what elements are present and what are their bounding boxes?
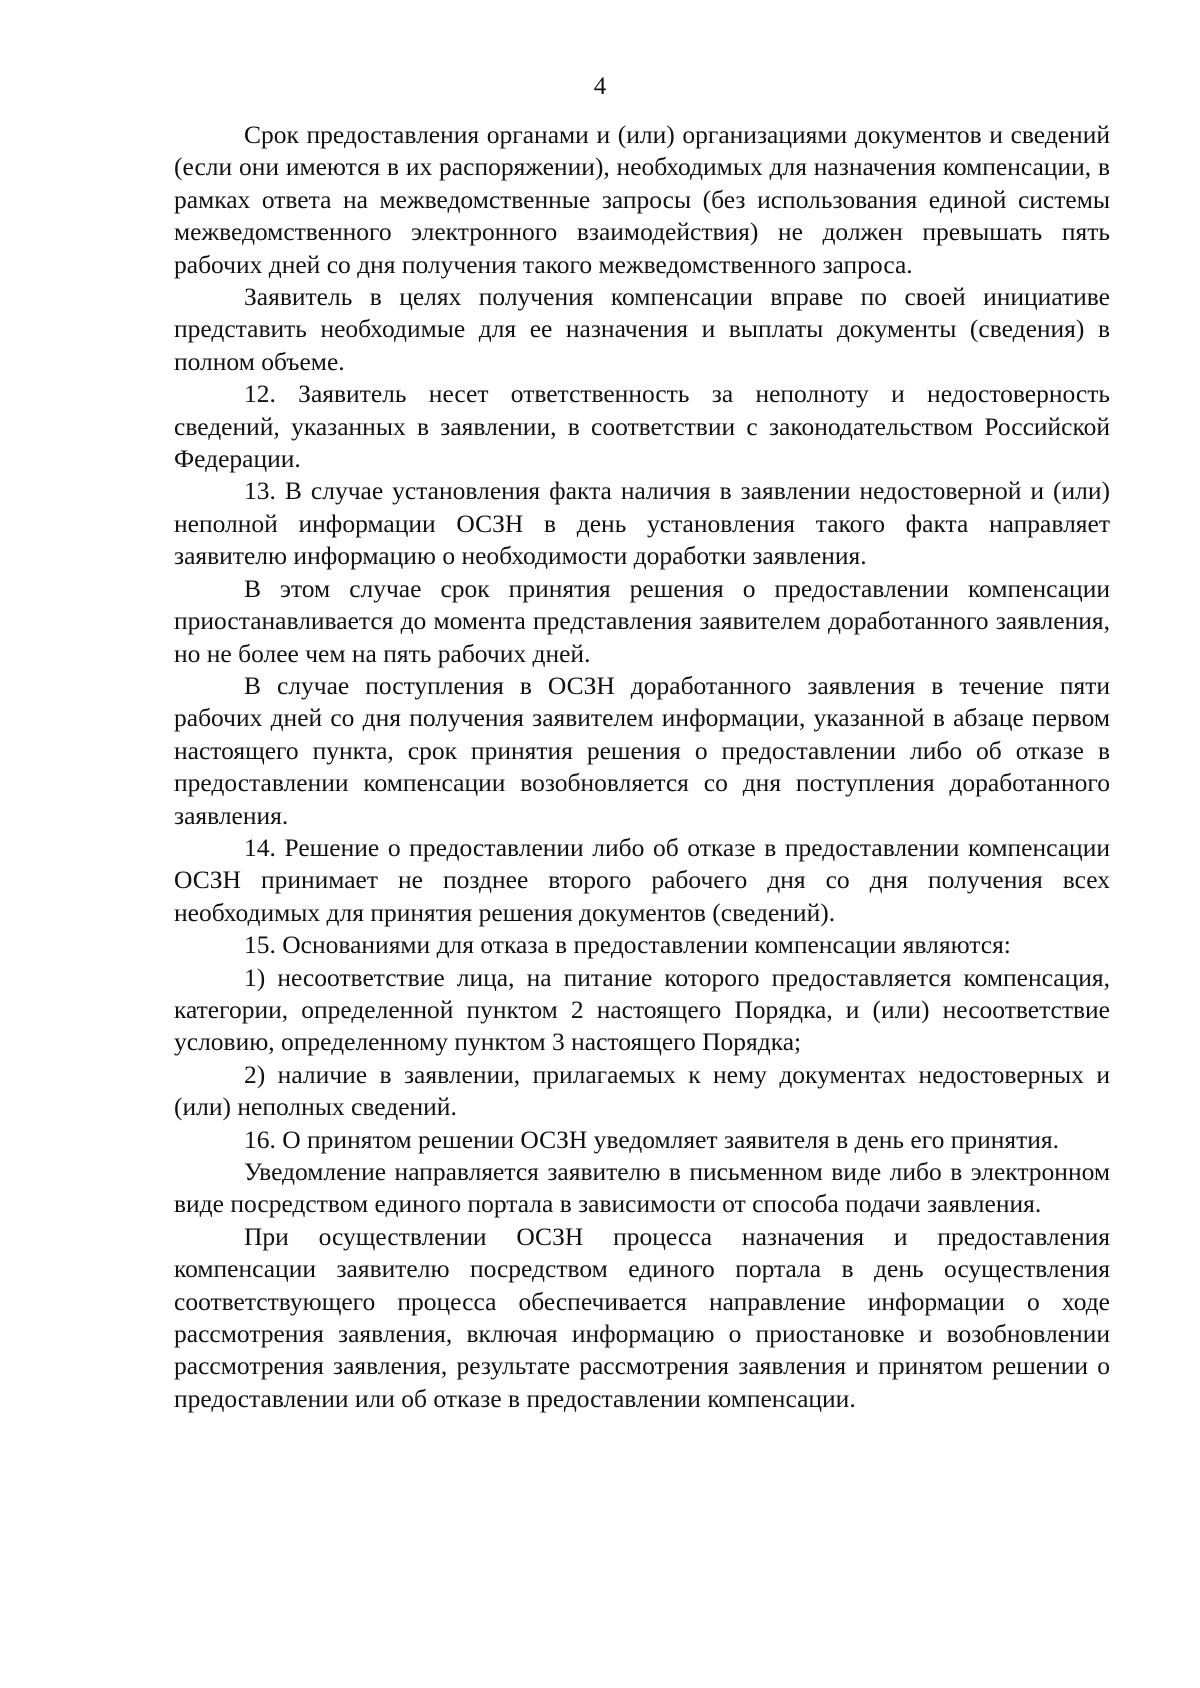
page-number: 4 — [593, 73, 607, 100]
paragraph-item-13: 13. В случае установления факта наличия в заявлении недостоверной и (или) неполной информации ОСЗН в день установления такого факта направляет заявителю информацию о необходимости доработки заявления. — [174, 476, 1110, 571]
document-body — [174, 119, 1110, 1415]
paragraph-item-15-sub-2: 2) наличие в заявлении, прилагаемых к нему документах недостоверных и (или) неполных сведений. — [174, 1059, 1110, 1122]
paragraph-item-13-resumption: В случае поступления в ОСЗН доработанного заявления в течение пяти рабочих дней со дня получения заявителем информации, указанной в абзаце первом настоящего пункта, срок принятия решения о предоставлении либо об отказе в предоставлении компенсации возобновляется со дня поступления доработанного заявления. — [174, 670, 1110, 830]
paragraph-item-12: 12. Заявитель несет ответственность за неполноту и недостоверность сведений, указанных в заявлении, в соответствии с законодательством Российской Федерации. — [174, 379, 1110, 474]
paragraph-item-14: 14. Решение о предоставлении либо об отказе в предоставлении компенсации ОСЗН принимает не позднее второго рабочего дня со дня получения всех необходимых для принятия решения документов (сведений). — [174, 832, 1110, 927]
paragraph-applicant-own-initiative: Заявитель в целях получения компенсации вправе по своей инициативе представить необходимые для ее назначения и выплаты документы (сведения) в полном объеме. — [174, 282, 1110, 376]
paragraph-item-15-sub-1: 1) несоответствие лица, на питание которого предоставляется компенсация, категории, определенной пунктом 2 настоящего Порядка, и (или) несоответствие условию, определенному пунктом 3 настоящего Порядка; — [174, 962, 1110, 1057]
paragraph-item-13-suspension: В этом случае срок принятия решения о предоставлении компенсации приостанавливается до момента представления заявителем доработанного заявления, но не более чем на пять рабочих дней. — [174, 573, 1110, 668]
paragraph-notification-method: Уведомление направляется заявителю в письменном виде либо в электронном виде посредством единого портала в зависимости от способа подачи заявления. — [174, 1157, 1110, 1219]
paragraph-item-15: 15. Основаниями для отказа в предоставлении компенсации являются: — [244, 930, 1011, 960]
paragraph-portal-status-info: При осуществлении ОСЗН процесса назначения и предоставления компенсации заявителю посредством единого портала в день осуществления соответствующего процесса обеспечивается направление информации о ходе рассмотрения заявления, включая информацию о приостановке и возобновлении рассмотрения заявления, результате рассмотрения заявления и принятом решении о предоставлении или об отказе в предоставлении компенсации. — [174, 1221, 1110, 1413]
paragraph-term-interagency-requests: Срок предоставления органами и (или) организациями документов и сведений (если они имеются в их распоряжении), необходимых для назначения компенсации, в рамках ответа на межведомственные запросы (без использования единой системы межведомственного электронного взаимодействия) не должен превышать пять рабочих дней со дня получения такого межведомственного запроса. — [174, 120, 1110, 279]
paragraph-item-16: 16. О принятом решении ОСЗН уведомляет заявителя в день его принятия. — [244, 1124, 1060, 1154]
